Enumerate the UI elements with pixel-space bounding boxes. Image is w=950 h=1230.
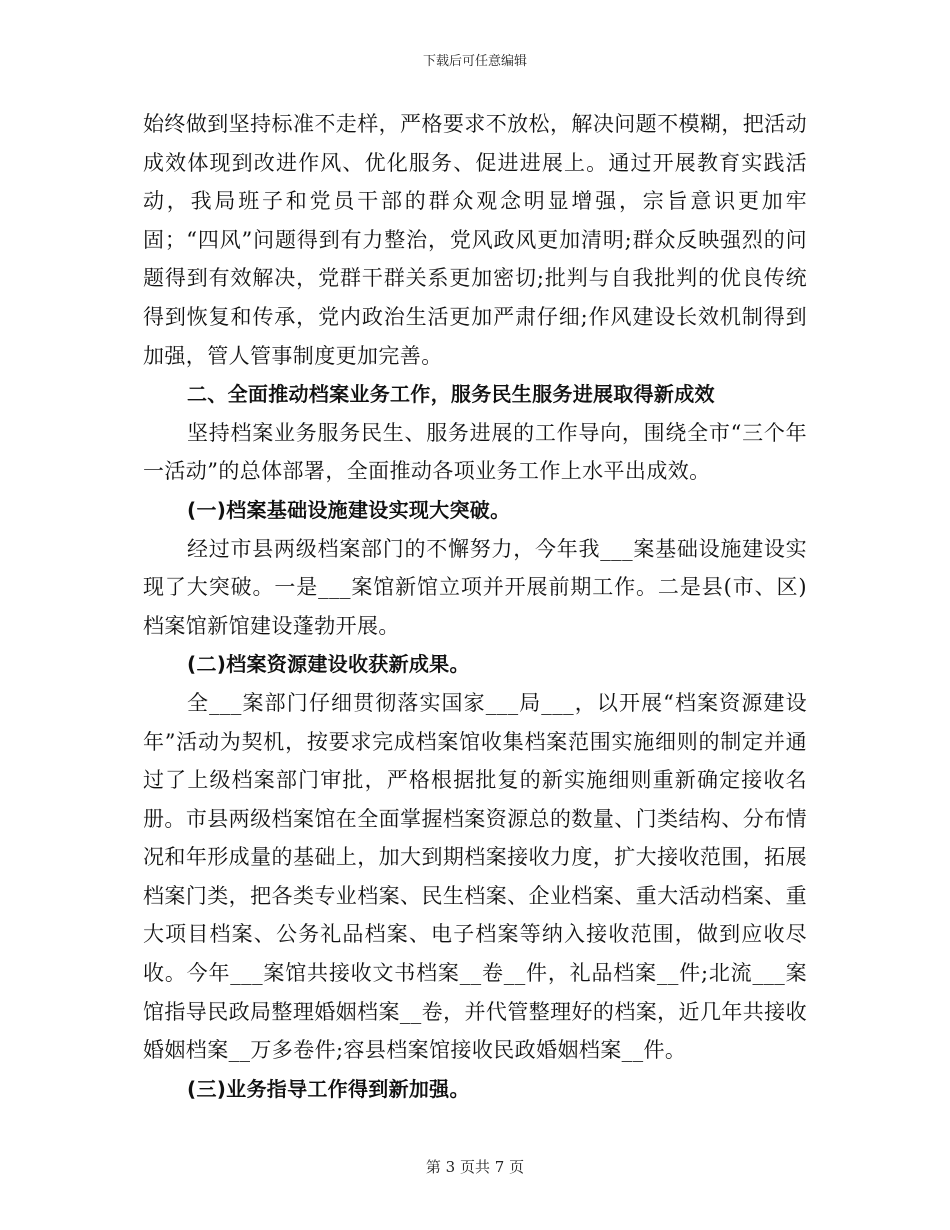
paragraph-resource-building: 全___案部门仔细贯彻落实国家___局___，以开展“档案资源建设年”活动为契机，按要求完成档案馆收集档案范围实施细则的制定并通过了上级档案部门审批，严格根据批复的新实施细则重新确定接收名册。市县两级档案馆在全面掌握档案资源总的数量、门类结构、分布情况和年形成量的基础上，加大到期档案接收力度，扩大接收范围，拓展档案门类，把各类专业档案、民生档案、企业档案、重大活动档案、重大项目档案、公务礼品档案、电子档案等纳入接收范围，做到应收尽收。今年___案馆共接收文书档案__卷__件，礼品档案__件;北流___案馆指导民政局整理婚姻档案__卷，并代管整理好的档案，近几年共接收婚姻档案__万多卷件;容县档案馆接收民政婚姻档案__件。 — [143, 690, 807, 1063]
page-footer: 第 3 页共 7 页 — [425, 1158, 525, 1176]
document-body — [143, 105, 807, 1108]
paragraph-service-orientation: 坚持档案业务服务民生、服务进展的工作导向，围绕全市“三个年一活动”的总体部署，全面推动各项业务工作上水平出成效。 — [143, 420, 807, 484]
paragraph-activity-results: 始终做到坚持标准不走样，严格要求不放松，解决问题不模糊，把活动成效体现到改进作风、优化服务、促进进展上。通过开展教育实践活动，我局班子和党员干部的群众观念明显增强，宗旨意识更加牢固；“四风”问题得到有力整治，党风政风更加清明;群众反映强烈的问题得到有效解决，党群干群关系更加密切;批判与自我批判的优良传统得到恢复和传承，党内政治生活更加严肃仔细;作风建设长效机制得到加强，管人管事制度更加完善。 — [143, 112, 807, 368]
subheading-resource-building: (二)档案资源建设收获新成果。 — [187, 652, 470, 677]
paragraph-infrastructure: 经过市县两级档案部门的不懈努力，今年我___案基础设施建设实现了大突破。一是___案馆新馆立项并开展前期工作。二是县(市、区)档案馆新馆建设蓬勃开展。 — [143, 536, 807, 638]
page-header: 下载后可任意编辑 — [422, 54, 527, 69]
section-heading-archive-business: 二、全面推动档案业务工作，服务民生服务进展取得新成效 — [187, 382, 715, 407]
subheading-infrastructure: (一)档案基础设施建设实现大突破。 — [187, 497, 511, 522]
subheading-business-guidance: (三)业务指导工作得到新加强。 — [187, 1076, 470, 1101]
